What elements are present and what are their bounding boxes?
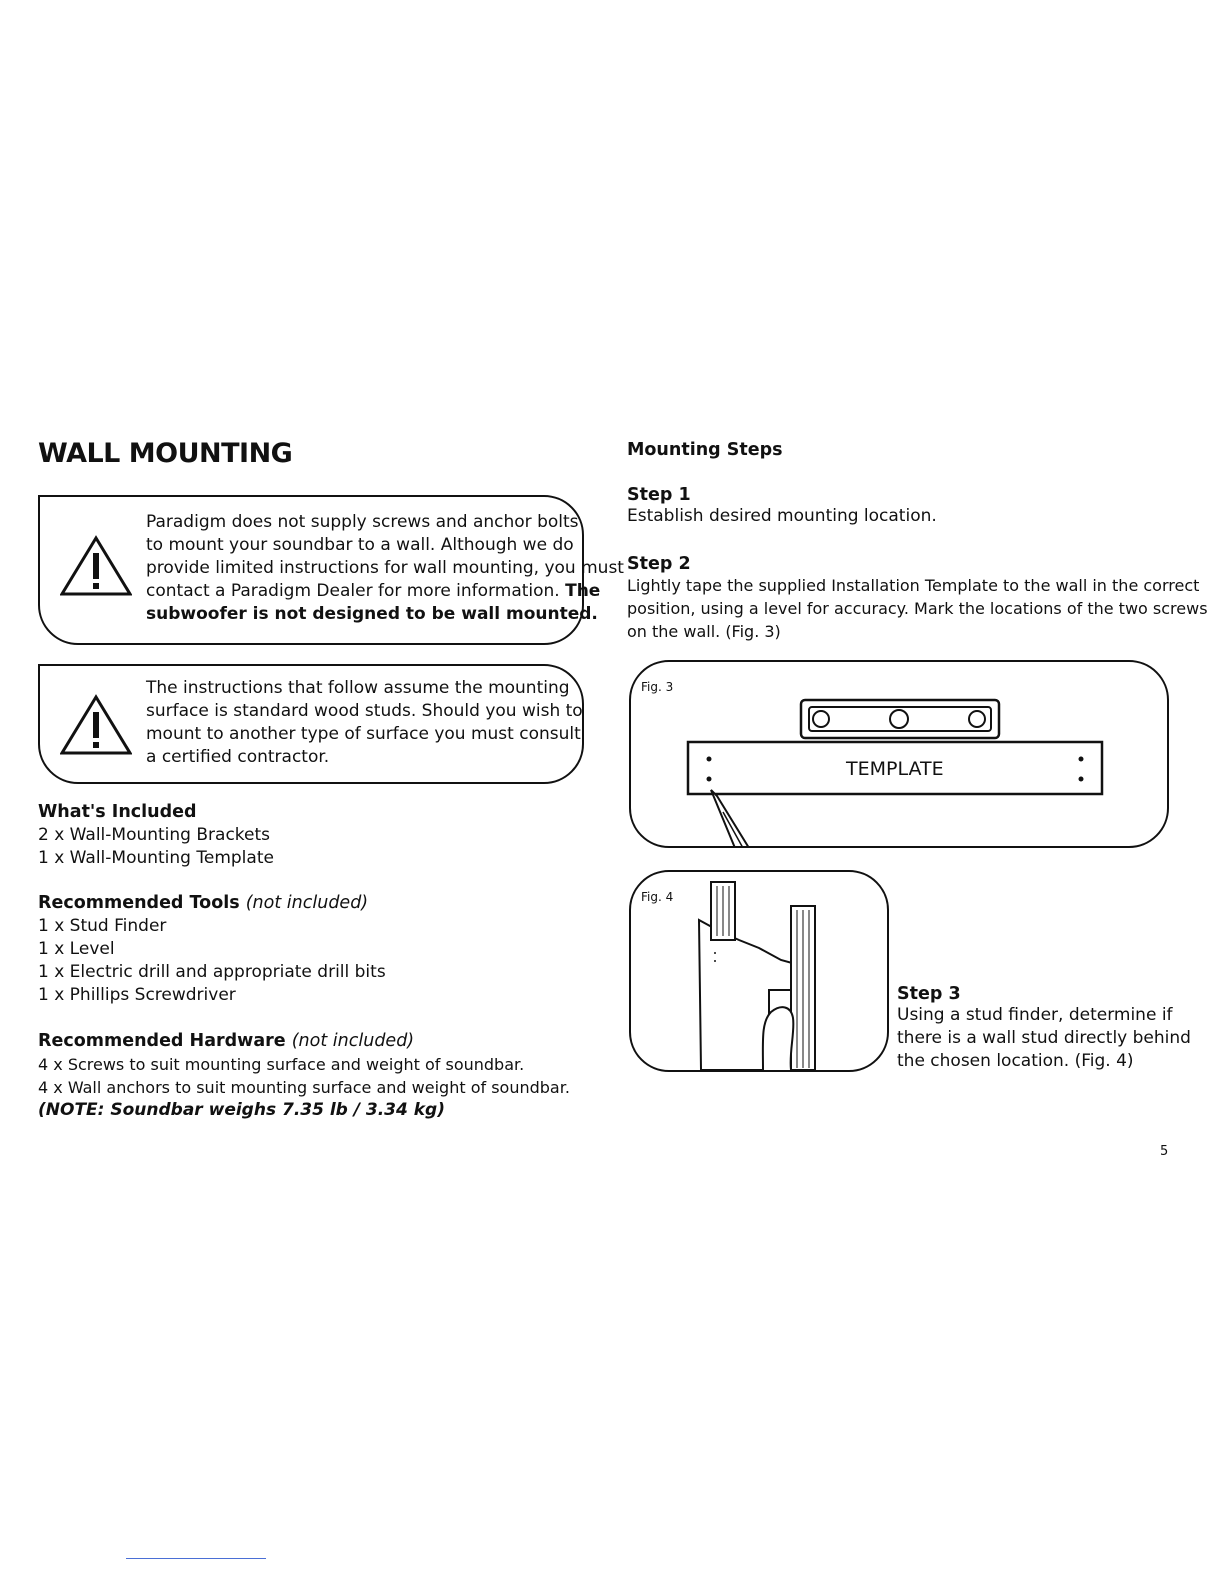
figure-4 bbox=[629, 870, 889, 1072]
stud-finder-illustration bbox=[631, 872, 887, 1070]
included-heading: What's Included bbox=[38, 802, 197, 822]
warning-box-2 bbox=[38, 664, 584, 784]
hardware-item: 4 x Wall anchors to suit mounting surface and weight of soundbar. bbox=[38, 1078, 570, 1097]
fig4-label: Fig. 4 bbox=[641, 890, 674, 904]
warning-box-1 bbox=[38, 495, 624, 645]
fig3-label: Fig. 3 bbox=[641, 680, 674, 694]
footer-rule bbox=[126, 1558, 266, 1559]
weight-note: (NOTE: Soundbar weighs 7.35 lb / 3.34 kg) bbox=[38, 1100, 445, 1120]
warning1-bold-inline: The bbox=[565, 581, 601, 601]
step2-line: position, using a level for accuracy. Mark the locations of the two screws bbox=[627, 599, 1208, 618]
tools-note: (not included) bbox=[245, 893, 369, 913]
step2-heading: Step 2 bbox=[627, 554, 691, 574]
figure-3 bbox=[629, 660, 1169, 848]
page-number: 5 bbox=[1160, 1144, 1169, 1159]
hardware-heading: Recommended Hardware bbox=[38, 1031, 286, 1051]
warning1-line: to mount your soundbar to a wall. Although we do bbox=[146, 535, 574, 555]
warning1-line: Paradigm does not supply screws and anchor bolts bbox=[146, 512, 579, 532]
tools-heading: Recommended Tools bbox=[38, 893, 240, 913]
warning1-line: provide limited instructions for wall mounting, you must bbox=[146, 558, 624, 578]
hardware-item: 4 x Screws to suit mounting surface and weight of soundbar. bbox=[38, 1055, 525, 1074]
tools-item: 1 x Stud Finder bbox=[38, 916, 167, 936]
hardware-note: (not included) bbox=[291, 1031, 415, 1051]
warning2-line: mount to another type of surface you must consult bbox=[146, 724, 581, 744]
step3-line: the chosen location. (Fig. 4) bbox=[897, 1051, 1134, 1071]
page-title: WALL MOUNTING bbox=[38, 438, 293, 469]
level-and-template-illustration bbox=[631, 662, 1167, 846]
warning2-line: a certified contractor. bbox=[146, 747, 330, 767]
warning2-line: The instructions that follow assume the mounting bbox=[146, 678, 570, 698]
tools-item: 1 x Phillips Screwdriver bbox=[38, 985, 236, 1005]
template-text: TEMPLATE bbox=[846, 758, 944, 780]
mounting-steps-heading: Mounting Steps bbox=[627, 440, 783, 460]
tools-item: 1 x Level bbox=[38, 939, 115, 959]
warning-triangle-icon bbox=[60, 694, 132, 756]
warning1-bold-line: subwoofer is not designed to be wall mounted. bbox=[146, 604, 598, 624]
included-item: 1 x Wall-Mounting Template bbox=[38, 848, 274, 868]
step2-line: Lightly tape the supplied Installation Template to the wall in the correct bbox=[627, 576, 1200, 595]
step3-line: there is a wall stud directly behind bbox=[897, 1028, 1191, 1048]
step1-heading: Step 1 bbox=[627, 485, 691, 505]
step3-heading: Step 3 bbox=[897, 984, 961, 1004]
warning-triangle-icon bbox=[60, 535, 132, 597]
tools-item: 1 x Electric drill and appropriate drill bits bbox=[38, 962, 386, 982]
included-item: 2 x Wall-Mounting Brackets bbox=[38, 825, 271, 845]
step1-text: Establish desired mounting location. bbox=[627, 506, 937, 526]
warning2-line: surface is standard wood studs. Should you wish to bbox=[146, 701, 583, 721]
step2-line: on the wall. (Fig. 3) bbox=[627, 622, 781, 641]
warning1-line: contact a Paradigm Dealer for more information. bbox=[146, 581, 560, 601]
step3-line: Using a stud finder, determine if bbox=[897, 1005, 1173, 1025]
